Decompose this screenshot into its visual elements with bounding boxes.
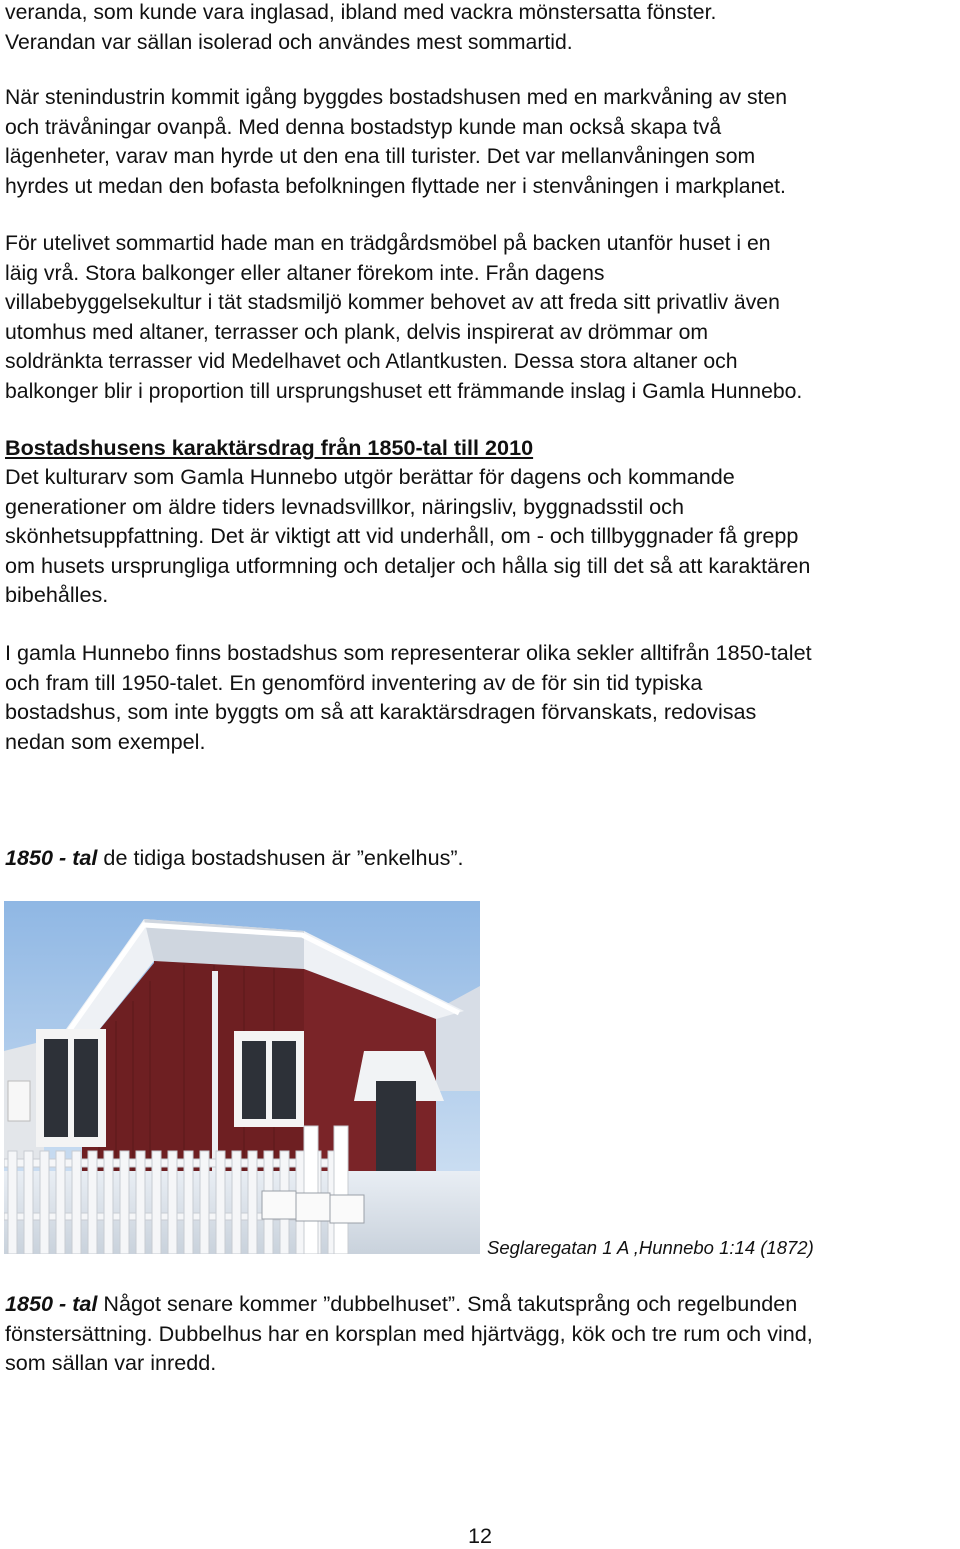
enkelhus-text: de tidiga bostadshusen är ”enkelhus”. — [97, 845, 464, 870]
dubbelhus-text: Något senare kommer ”dubbelhuset”. Små takutsprång och regelbunden fönstersättning. Dubbelhus har en korsplan med hjärtvägg, kök och tre rum och vind, som sällan var inredd. — [5, 1291, 813, 1375]
paragraph-stenindustri: När stenindustrin kommit igång byggdes bostadshusen med en markvåning av sten och trävåningar ovanpå. Med denna bostadstyp kunde man också skapa två lägenheter, varav man hyrde ut den ena till turister. Det var mellanvåningen som hyrdes ut medan den bofasta befolkningen flyttade ner i stenvåningen i markplanet. — [5, 86, 788, 198]
house-illustration — [4, 901, 480, 1254]
house-photo — [4, 901, 480, 1254]
enkelhus-lead: 1850 - tal — [5, 845, 98, 870]
paragraph-bostadshus: I gamla Hunnebo finns bostadshus som representerar olika sekler alltifrån 1850-talet och fram till 1950-talet. En genomförd inventering av de för sin tid typiska bostadshus, som inte byggts om så att karaktärsdragen förvanskats, redovisas nedan som exempel. — [5, 640, 812, 754]
paragraph-utelivet: För utelivet sommartid hade man en trädgårdsmöbel på backen utanför huset i en läig vrå. Stora balkonger eller altaner förekom inte. Från dagens villabebyggelsekultur i tät stadsmiljö kommer behovet av att freda sitt privatliv även utomhus med altaner, terrasser och plank, delvis inspirerat av drömmar om soldränkta terrasser vid Medelhavet och Atlantkusten. Dessa stora altaner och balkonger blir i proportion till ursprungshuset ett främmande inslag i Gamla Hunnebo. — [5, 232, 803, 403]
section-heading: Bostadshusens karaktärsdrag från 1850-tal till 2010 — [5, 435, 534, 460]
paragraph-enkelhus — [5, 843, 960, 873]
photo-caption: Seglaregatan 1 A ,Hunnebo 1:14 (1872) — [487, 1237, 814, 1258]
page-number: 12 — [467, 1523, 493, 1548]
paragraph-dubbelhus — [5, 1289, 960, 1378]
paragraph-kulturarv: Det kulturarv som Gamla Hunnebo utgör berättar för dagens och kommande generationer om äldre tiders levnadsvillkor, näringsliv, byggnadsstil och skönhetsuppfattning. Det är viktigt att vid underhåll, om - och tillbyggnader få grepp om husets ursprungliga utformning och detaljer och hålla sig till det så att karaktären bibehålles. — [5, 464, 811, 607]
dubbelhus-lead: 1850 - tal — [5, 1291, 98, 1316]
paragraph-veranda: veranda, som kunde vara inglasad, ibland med vackra mönstersatta fönster. Verandan var sällan isolerad och användes mest sommartid. — [5, 1, 717, 54]
